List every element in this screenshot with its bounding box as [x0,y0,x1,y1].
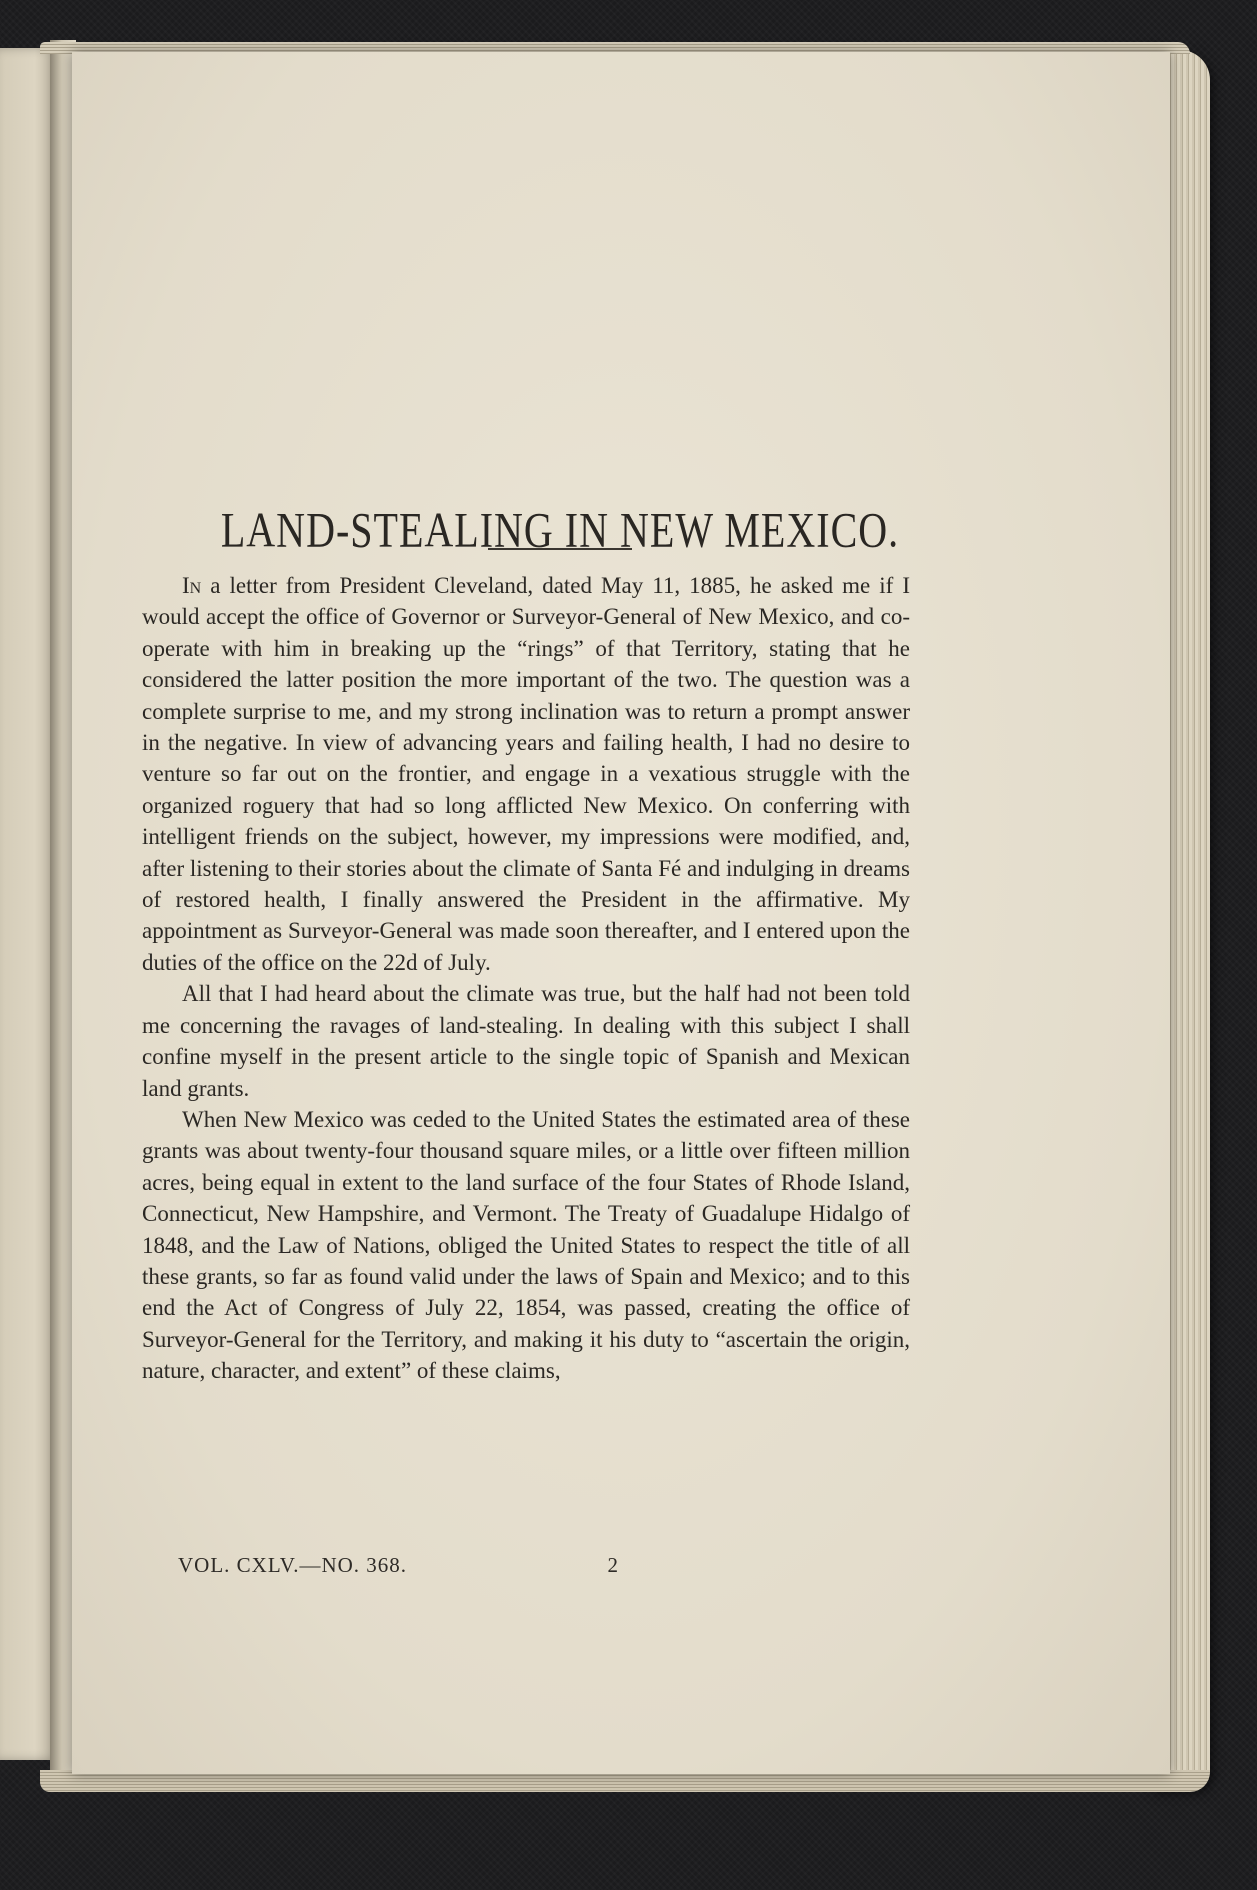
article-body [142,570,910,1387]
signature-mark: 2 [607,1553,618,1577]
volume-number: VOL. CXLV.—NO. 368. [178,1553,408,1577]
paragraph-2: All that I had heard about the climate was true, but the half had not been told me concerning the ravages of land-stealing. In dealing with this subject I shall confine myself in the present article to the single topic of Spanish and Mexican land grants. [142,981,910,1101]
page-footer [178,1553,618,1578]
paragraph-1 [142,570,910,978]
paragraph-1-lead: In [182,573,202,598]
article-title: LAND-STEALING IN NEW MEXICO. [220,501,900,558]
title-rule [488,548,632,550]
paragraph-3: When New Mexico was ceded to the United States the estimated area of these grants was about twenty-four thousand square miles, or a little over fifteen million acres, being equal in extent to the land surface of the four States of Rhode Island, Connecticut, New Hampshire, and Vermont. The Treaty of Guadalupe Hidalgo of 1848, and the Law of Nations, obliged the United States to respect the title of all these grants, so far as found valid under the laws of Spain and Mexico; and to this end the Act of Congress of July 22, 1854, was passed, creating the office of Surveyor-General for the Territory, and making it his duty to “ascertain the origin, nature, character, and extent” of these claims, [142,1106,910,1384]
paragraph-1-text: a letter from President Cleveland, dated May 11, 1885, he asked me if I would accept the office of Governor or Surveyor-General of New Mexico, and co-operate with him in breaking up the “rings” of that Territory, stating that he considered the latter position the more important of the two. The question was a complete surprise to me, and my strong inclination was to return a prompt answer in the negative. In view of advancing years and failing health, I had no desire to venture so far out on the frontier, and engage in a vexatious struggle with the organized roguery that had so long afflicted New Mexico. On conferring with intelligent friends on the subject, however, my impressions were modified, and, after listening to their stories about the climate of Santa Fé and indulging in dreams of restored health, I finally answered the President in the affirmative. My appointment as Surveyor-General was made soon thereafter, and I entered upon the duties of the office on the 22d of July. [142,573,910,975]
